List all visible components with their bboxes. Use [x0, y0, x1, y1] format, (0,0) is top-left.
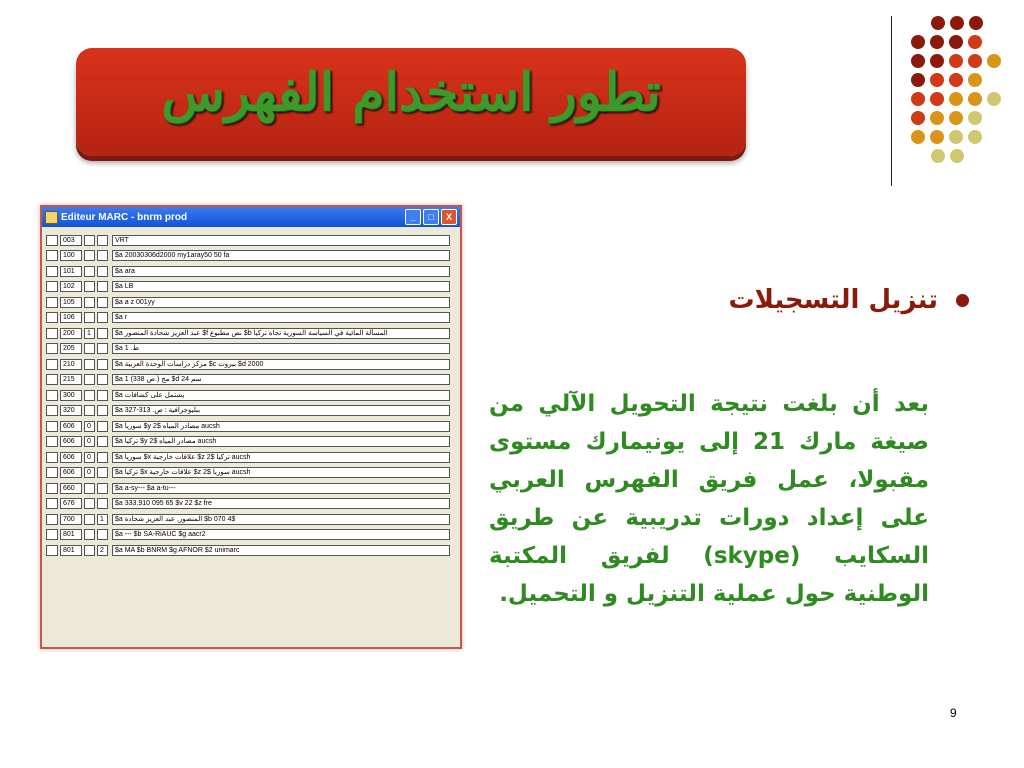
- indicator1-field[interactable]: [84, 545, 95, 556]
- marc-row: [46, 419, 450, 433]
- indicator2-field[interactable]: [97, 436, 108, 447]
- indicator2-field[interactable]: [97, 328, 108, 339]
- indicator2-field[interactable]: [97, 359, 108, 370]
- indicator1-field[interactable]: [84, 343, 95, 354]
- subfield-value[interactable]: $a --- $b SA-RiAUC $g aacr2: [112, 529, 450, 540]
- indicator2-field[interactable]: [97, 312, 108, 323]
- decorative-dot: [968, 54, 982, 68]
- minimize-button[interactable]: _: [405, 209, 421, 225]
- tag-field[interactable]: 660: [60, 483, 82, 494]
- indicator1-field[interactable]: [84, 235, 95, 246]
- indicator2-field[interactable]: [97, 498, 108, 509]
- tag-field[interactable]: 003: [60, 235, 82, 246]
- indicator1-field[interactable]: [84, 281, 95, 292]
- indicator2-field[interactable]: 2: [97, 545, 108, 556]
- row-checkbox[interactable]: [46, 545, 58, 556]
- marc-row: [46, 326, 450, 340]
- indicator1-field[interactable]: [84, 250, 95, 261]
- tag-field[interactable]: 676: [60, 498, 82, 509]
- subfield-value[interactable]: $a تركيا $y مصادر المياه $2 aucsh: [112, 436, 450, 447]
- divider-line: [891, 16, 892, 186]
- marc-row: [46, 233, 450, 247]
- decorative-dot: [969, 16, 983, 30]
- decorative-dot: [949, 111, 963, 125]
- marc-row: [46, 497, 450, 511]
- subfield-value[interactable]: $a المنصور, عبد العزيز شحادة $b 070 4$: [112, 514, 450, 525]
- indicator2-field[interactable]: [97, 343, 108, 354]
- decorative-dot: [968, 111, 982, 125]
- decorative-dot: [987, 54, 1001, 68]
- decorative-dot: [968, 73, 982, 87]
- row-checkbox[interactable]: [46, 390, 58, 401]
- subfield-value[interactable]: $a ara: [112, 266, 450, 277]
- row-checkbox[interactable]: [46, 312, 58, 323]
- row-checkbox[interactable]: [46, 328, 58, 339]
- decorative-dot: [968, 130, 982, 144]
- tag-field[interactable]: 101: [60, 266, 82, 277]
- indicator1-field[interactable]: [84, 514, 95, 525]
- row-checkbox[interactable]: [46, 467, 58, 478]
- marc-field-list: [46, 233, 450, 559]
- subfield-value[interactable]: $a ببليوجرافية : ص. 313-327: [112, 405, 450, 416]
- indicator2-field[interactable]: [97, 467, 108, 478]
- indicator2-field[interactable]: [97, 235, 108, 246]
- subfield-value[interactable]: $a r: [112, 312, 450, 323]
- decorative-dot: [949, 35, 963, 49]
- indicator1-field[interactable]: [84, 405, 95, 416]
- tag-field[interactable]: 106: [60, 312, 82, 323]
- marc-row: [46, 342, 450, 356]
- decorative-dot: [949, 54, 963, 68]
- subfield-value[interactable]: $a MA $b BNRM $g AFNOR $2 unimarc: [112, 545, 450, 556]
- indicator1-field[interactable]: [84, 529, 95, 540]
- tag-field[interactable]: 200: [60, 328, 82, 339]
- indicator2-field[interactable]: [97, 266, 108, 277]
- marc-row: [46, 404, 450, 418]
- subfield-value[interactable]: $a سوريا $y مصادر المياه $2 aucsh: [112, 421, 450, 432]
- indicator1-field[interactable]: [84, 312, 95, 323]
- indicator1-field[interactable]: [84, 483, 95, 494]
- marc-row: [46, 249, 450, 263]
- row-checkbox[interactable]: [46, 514, 58, 525]
- subfield-value[interactable]: VRT: [112, 235, 450, 246]
- subfield-value[interactable]: $a يشتمل على كشافات: [112, 390, 450, 401]
- indicator2-field[interactable]: 1: [97, 514, 108, 525]
- indicator2-field[interactable]: [97, 297, 108, 308]
- row-checkbox[interactable]: [46, 343, 58, 354]
- indicator2-field[interactable]: [97, 281, 108, 292]
- indicator2-field[interactable]: [97, 374, 108, 385]
- body-paragraph: بعد أن بلغت نتيجة التحويل الآلي من صيغة مارك 21 إلى يونيمارك مستوى مقبولا، عمل فريق الفهرس العربي على إعداد دورات تدريبية عن طريق السكايب (skype) لفريق المكتبة الوطنية حول عملية التنزيل و التحميل.: [489, 391, 929, 607]
- decorative-dot: [931, 149, 945, 163]
- decorative-dot: [987, 92, 1001, 106]
- app-icon: [45, 211, 58, 224]
- decorative-dot: [949, 130, 963, 144]
- row-checkbox[interactable]: [46, 452, 58, 463]
- marc-row: [46, 357, 450, 371]
- row-checkbox[interactable]: [46, 529, 58, 540]
- decorative-dot: [911, 54, 925, 68]
- tag-field[interactable]: 801: [60, 529, 82, 540]
- marc-row: [46, 388, 450, 402]
- indicator1-field[interactable]: [84, 297, 95, 308]
- decorative-dot: [911, 35, 925, 49]
- subfield-value[interactable]: $a 333.910 095 65 $v 22 $z fre: [112, 498, 450, 509]
- indicator1-field[interactable]: [84, 374, 95, 385]
- decorative-dot: [911, 92, 925, 106]
- decorative-dot: [968, 92, 982, 106]
- row-checkbox[interactable]: [46, 250, 58, 261]
- decorative-dot: [930, 130, 944, 144]
- subfield-value[interactable]: $a LB: [112, 281, 450, 292]
- marc-row: [46, 280, 450, 294]
- subfield-value[interactable]: $a سوريا $x علاقات خارجية $z تركيا $2 aucsh: [112, 452, 450, 463]
- row-checkbox[interactable]: [46, 498, 58, 509]
- indicator2-field[interactable]: [97, 390, 108, 401]
- indicator2-field[interactable]: [97, 452, 108, 463]
- bullet-icon: [956, 294, 969, 307]
- tag-field[interactable]: 606: [60, 421, 82, 432]
- marc-row: [46, 543, 450, 557]
- decorative-dot: [950, 149, 964, 163]
- decorative-dot-grid: [900, 10, 1020, 170]
- marc-editor-window[interactable]: [40, 205, 462, 649]
- indicator1-field[interactable]: 0: [84, 421, 95, 432]
- indicator2-field[interactable]: [97, 250, 108, 261]
- indicator2-field[interactable]: [97, 421, 108, 432]
- row-checkbox[interactable]: [46, 235, 58, 246]
- tag-field[interactable]: 320: [60, 405, 82, 416]
- marc-row: [46, 311, 450, 325]
- decorative-dot: [949, 92, 963, 106]
- marc-row: [46, 528, 450, 542]
- tag-field[interactable]: 300: [60, 390, 82, 401]
- indicator1-field[interactable]: 1: [84, 328, 95, 339]
- tag-field[interactable]: 606: [60, 467, 82, 478]
- indicator1-field[interactable]: [84, 266, 95, 277]
- decorative-dot: [930, 92, 944, 106]
- indicator1-field[interactable]: [84, 498, 95, 509]
- row-checkbox[interactable]: [46, 483, 58, 494]
- decorative-dot: [911, 111, 925, 125]
- decorative-dot: [931, 16, 945, 30]
- subfield-value[interactable]: $a 1 .ط: [112, 343, 450, 354]
- subfield-value[interactable]: $a 20030306d2000 my1aray50 50 fa: [112, 250, 450, 261]
- marc-row: [46, 450, 450, 464]
- row-checkbox[interactable]: [46, 421, 58, 432]
- decorative-dot: [930, 35, 944, 49]
- decorative-dot: [911, 130, 925, 144]
- row-checkbox[interactable]: [46, 405, 58, 416]
- row-checkbox[interactable]: [46, 297, 58, 308]
- row-checkbox[interactable]: [46, 359, 58, 370]
- subfield-value[interactable]: $a 1 (338 ص.) مج $d 24 سم: [112, 374, 450, 385]
- tag-field[interactable]: 210: [60, 359, 82, 370]
- subfield-value[interactable]: $a مركز دراسات الوحدة العربية $c بيروت $d 2000: [112, 359, 450, 370]
- decorative-dot: [968, 35, 982, 49]
- tag-field[interactable]: 801: [60, 545, 82, 556]
- marc-row: [46, 512, 450, 526]
- title-banner: [76, 48, 746, 156]
- tag-field[interactable]: 105: [60, 297, 82, 308]
- decorative-dot: [950, 16, 964, 30]
- decorative-dot: [930, 111, 944, 125]
- indicator2-field[interactable]: [97, 483, 108, 494]
- bullet-text: تنزيل التسجيلات: [728, 285, 938, 315]
- tag-field[interactable]: 606: [60, 436, 82, 447]
- decorative-dot: [949, 73, 963, 87]
- tag-field[interactable]: 205: [60, 343, 82, 354]
- indicator1-field[interactable]: 0: [84, 436, 95, 447]
- marc-row: [46, 264, 450, 278]
- indicator1-field[interactable]: [84, 359, 95, 370]
- subfield-value[interactable]: $a a-sy--- $a a-tu---: [112, 483, 450, 494]
- indicator1-field[interactable]: [84, 390, 95, 401]
- subfield-value[interactable]: $a عبد العزيز شحادة المنصور $f نص مطبوع $b المسألة المائية في السياسة السورية تجاه تركيا: [112, 328, 450, 339]
- page-number: 9: [950, 706, 957, 720]
- window-title: Editeur MARC - bnrm prod: [61, 211, 188, 223]
- marc-row: [46, 295, 450, 309]
- decorative-dot: [930, 54, 944, 68]
- slide-title: تطور استخدام الفهرس: [161, 62, 661, 123]
- tag-field[interactable]: 700: [60, 514, 82, 525]
- marc-row: [46, 466, 450, 480]
- decorative-dot: [911, 73, 925, 87]
- row-checkbox[interactable]: [46, 266, 58, 277]
- indicator2-field[interactable]: [97, 405, 108, 416]
- row-checkbox[interactable]: [46, 281, 58, 292]
- tag-field[interactable]: 100: [60, 250, 82, 261]
- window-titlebar[interactable]: [42, 207, 460, 227]
- decorative-dot: [930, 73, 944, 87]
- indicator2-field[interactable]: [97, 529, 108, 540]
- bullet-item: [728, 285, 969, 315]
- subfield-value[interactable]: $a a z 001yy: [112, 297, 450, 308]
- subfield-value[interactable]: $a تركيا $x علاقات خارجية $z سوريا $2 aucsh: [112, 467, 450, 478]
- maximize-button[interactable]: □: [423, 209, 439, 225]
- marc-row: [46, 481, 450, 495]
- indicator1-field[interactable]: 0: [84, 452, 95, 463]
- tag-field[interactable]: 606: [60, 452, 82, 463]
- row-checkbox[interactable]: [46, 436, 58, 447]
- row-checkbox[interactable]: [46, 374, 58, 385]
- indicator1-field[interactable]: 0: [84, 467, 95, 478]
- marc-row: [46, 373, 450, 387]
- tag-field[interactable]: 102: [60, 281, 82, 292]
- marc-row: [46, 435, 450, 449]
- close-button[interactable]: X: [441, 209, 457, 225]
- tag-field[interactable]: 215: [60, 374, 82, 385]
